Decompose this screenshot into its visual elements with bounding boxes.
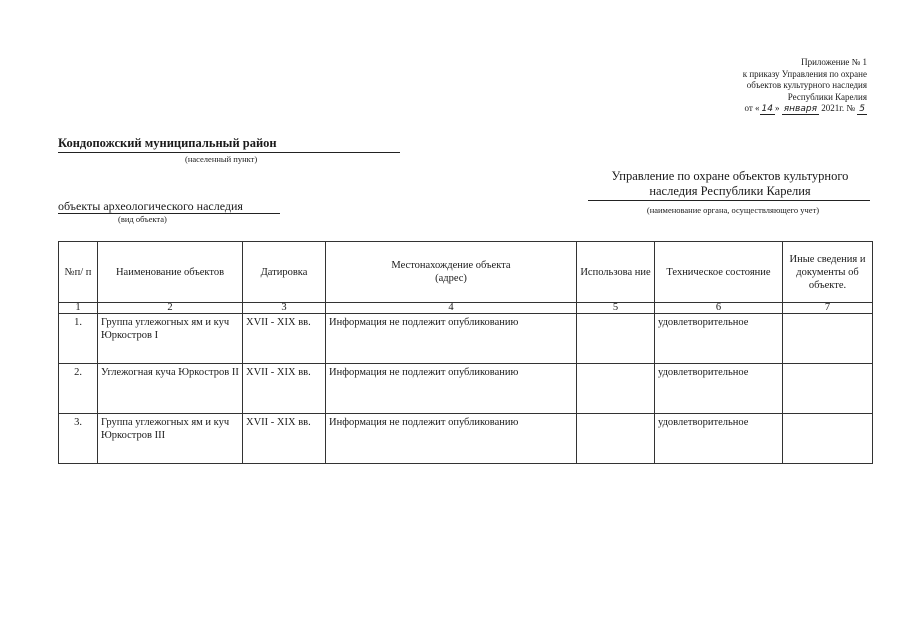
object-condition: удовлетворительное (655, 414, 783, 464)
object-other (783, 314, 873, 364)
object-usage (577, 414, 655, 464)
header-num: №п/ п (59, 242, 98, 303)
appendix-header (627, 57, 867, 116)
header-dating: Датировка (243, 242, 326, 303)
object-location: Информация не подлежит опубликованию (326, 314, 577, 364)
column-number: 3 (243, 303, 326, 314)
authority-underline (588, 200, 870, 201)
appendix-date-line (627, 103, 867, 116)
header-location-line2: (адрес) (435, 273, 467, 284)
object-name: Группа углежогных ям и куч Юркостров I (98, 314, 243, 364)
object-name: Углежогная куча Юркостров II (98, 364, 243, 414)
table-row (59, 414, 873, 464)
appendix-title: Приложение № 1 (801, 57, 867, 67)
header-location (326, 242, 577, 303)
row-number: 1. (59, 314, 98, 364)
district-caption: (населенный пункт) (185, 154, 258, 164)
column-number: 2 (98, 303, 243, 314)
object-condition: удовлетворительное (655, 364, 783, 414)
object-type: объекты археологического наследия (58, 199, 243, 213)
column-number: 1 (59, 303, 98, 314)
object-location: Информация не подлежит опубликованию (326, 414, 577, 464)
date-mid: » (775, 103, 780, 113)
object-dating: XVII - XIX вв. (243, 314, 326, 364)
header-usage: Использова ние (577, 242, 655, 303)
object-dating: XVII - XIX вв. (243, 414, 326, 464)
authority-name: Управление по охране объектов культурного наследия Республики Карелия (611, 169, 849, 198)
column-number: 6 (655, 303, 783, 314)
handwritten-month: января (783, 104, 817, 114)
row-number: 2. (59, 364, 98, 414)
handwritten-order-number: 5 (859, 104, 865, 114)
object-type-underline (58, 213, 280, 214)
date-prefix: от « (744, 103, 760, 113)
header-other: Иные сведения и документы об объекте. (783, 242, 873, 303)
district-underline (58, 152, 400, 153)
object-other (783, 364, 873, 414)
row-number: 3. (59, 414, 98, 464)
header-condition: Техническое состояние (655, 242, 783, 303)
objects-register-table (58, 241, 873, 464)
object-condition: удовлетворительное (655, 314, 783, 364)
handwritten-day: 14 (761, 104, 773, 114)
appendix-order-line: объектов культурного наследия (746, 80, 867, 90)
object-usage (577, 314, 655, 364)
appendix-order-line: Республики Карелия (787, 91, 867, 102)
header-name: Наименование объектов (98, 242, 243, 303)
appendix-order-line: к приказу Управления по охране (742, 68, 867, 79)
object-dating: XVII - XIX вв. (243, 364, 326, 414)
district-name: Кондопожский муниципальный район (58, 136, 277, 150)
object-location: Информация не подлежит опубликованию (326, 364, 577, 414)
table-header-row (59, 242, 873, 303)
table-row (59, 364, 873, 414)
authority-caption: (наименование органа, осуществляющего учет) (646, 205, 820, 215)
column-number-row (59, 303, 873, 314)
date-year: 2021г. № (821, 103, 856, 113)
object-name: Группа углежогных ям и куч Юркостров III (98, 414, 243, 464)
column-number: 4 (326, 303, 577, 314)
column-number: 5 (577, 303, 655, 314)
object-type-caption: (вид объекта) (118, 214, 167, 224)
column-number: 7 (783, 303, 873, 314)
table-row (59, 314, 873, 364)
object-other (783, 414, 873, 464)
object-usage (577, 364, 655, 414)
header-location-line1: Местонахождение объекта (391, 260, 511, 271)
